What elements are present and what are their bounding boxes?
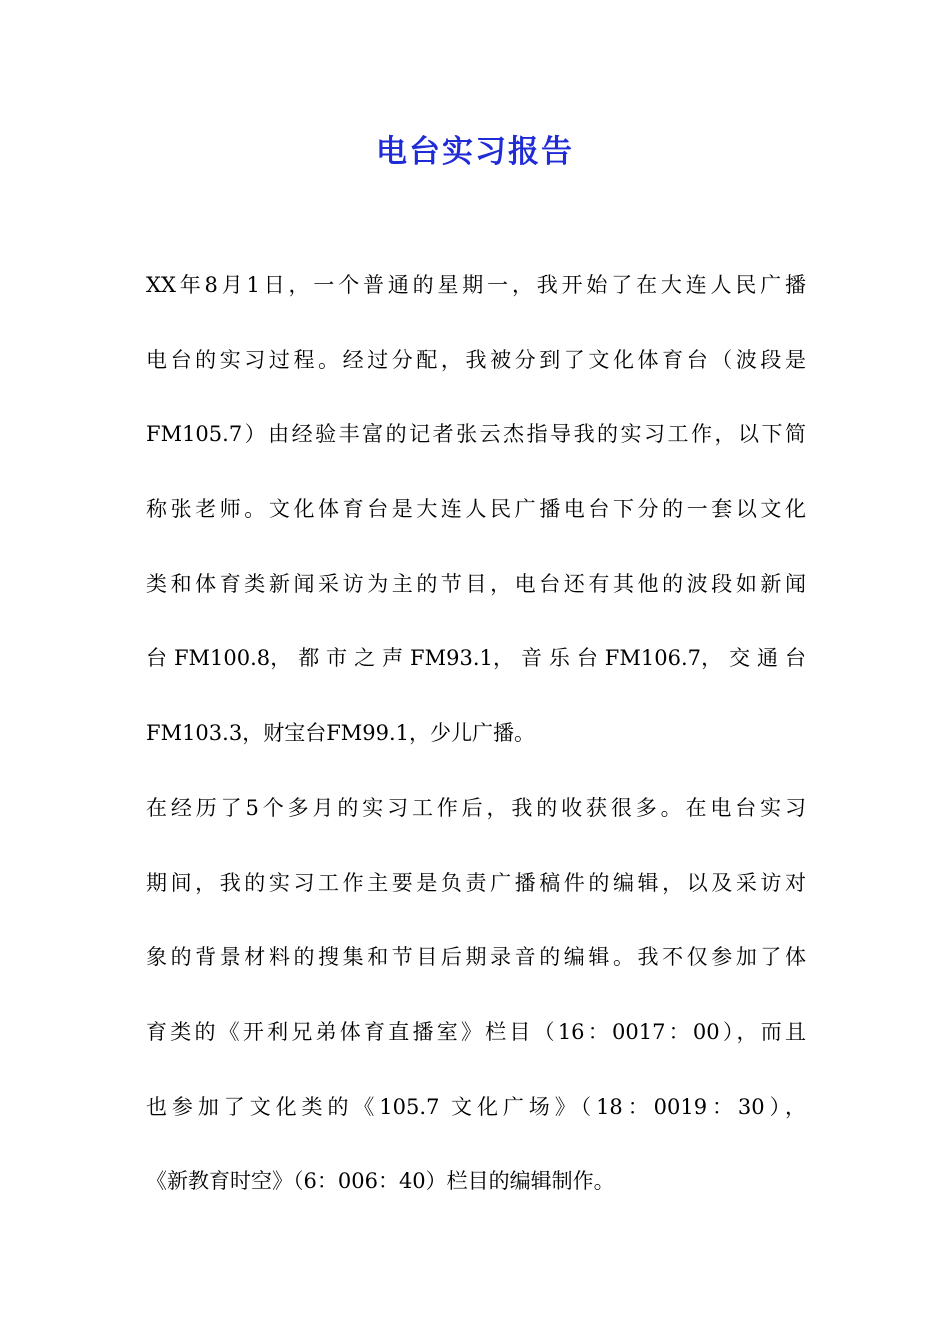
paragraph-line: 在经历了5个多月的实习工作后，我的收获很多。在电台实习	[146, 795, 806, 820]
paragraph-line: XX年8月1日，一个普通的星期一，我开始了在大连人民广播	[146, 273, 806, 297]
paragraph-line: 育类的《开利兄弟体育直播室》栏目（16：0017：00），而且	[146, 1019, 806, 1044]
paragraph-line: 台 FM100.8， 都 市 之 声 FM93.1， 音 乐 台 FM106.7， 交 通 台	[146, 646, 806, 671]
paragraph-line: FM103.3，财宝台FM99.1，少儿广播。	[146, 721, 536, 746]
paragraph-line: 也参加了文化类的《105.7 文化广场》（18：0019：30），	[146, 1094, 806, 1119]
document-title: 电台实习报告	[376, 134, 574, 170]
paragraph-line: 称张老师。文化体育台是大连人民广播电台下分的一套以文化	[146, 497, 806, 522]
paragraph-line: 《新教育时空》（6：006：40）栏目的编辑制作。	[146, 1169, 615, 1194]
paragraph-line: 期间，我的实习工作主要是负责广播稿件的编辑，以及采访对	[146, 870, 806, 895]
paragraph-line: FM105.7）由经验丰富的记者张云杰指导我的实习工作，以下简	[146, 422, 806, 447]
paragraph-line: 电台的实习过程。经过分配，我被分到了文化体育台（波段是	[146, 347, 806, 372]
document-body	[146, 260, 806, 1231]
paragraph-line: 象的背景材料的搜集和节目后期录音的编辑。我不仅参加了体	[146, 945, 806, 970]
paragraph-line: 类和体育类新闻采访为主的节目，电台还有其他的波段如新闻	[146, 571, 806, 596]
